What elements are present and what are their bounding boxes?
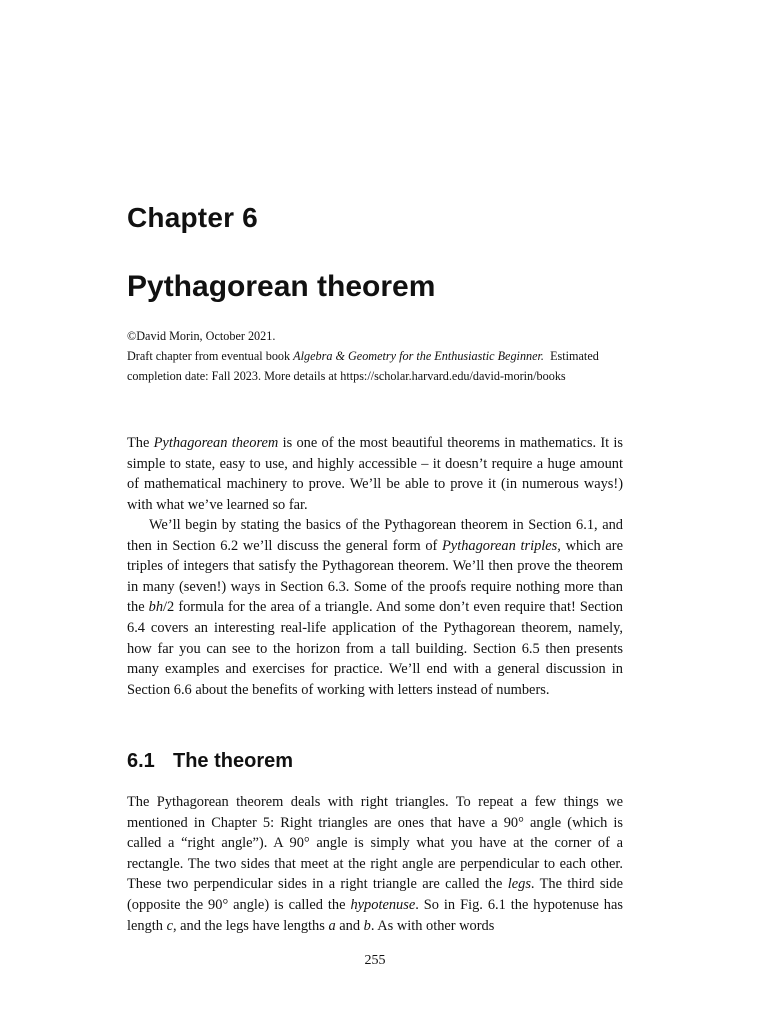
page-number: 255 (364, 953, 386, 968)
text-run: The Pythagorean theorem deals with right triangles. To repeat a few things we mentioned in Chapter 5: Right triangles are ones that have a 90° angle (which is called a “right angle”). A 90° angle is simply what you have at the corner of a rectangle. The two sides that meet at the right angle are perpendicular to each other. These two perpendicular sides in a right triangle are called the (127, 794, 623, 893)
math-variable: a (328, 917, 336, 934)
text-run: is one of the most beautiful theorems in mathematics. It is simple to state, easy to use, and highly accessible – it doesn’t require a huge amount of mathematical machinery to prove. We’ll be able to prove it (in numerous ways!) with what we’ve learned so far. (127, 435, 623, 513)
credits-block (127, 326, 627, 386)
draft-line (127, 346, 627, 366)
intro-paragraph-1 (127, 433, 623, 515)
emphasis-term: Pythagorean theorem (153, 435, 279, 451)
text-run: The (127, 435, 154, 451)
emphasis-term: legs (507, 876, 531, 893)
text-run: and (335, 917, 364, 934)
emphasis-term: Pythagorean triples (442, 537, 558, 554)
emphasis-term: hypotenuse (350, 896, 416, 913)
text-run: . So in Fig. 6.1 the hypotenuse has length (127, 896, 623, 934)
section-title: The theorem (173, 750, 294, 772)
chapter-title: Pythagorean theorem (127, 270, 436, 303)
draft-suffix: Estimated (543, 349, 599, 363)
completion-line: completion date: Fall 2023. More details at https://scholar.harvard.edu/david-morin/books (127, 369, 566, 383)
math-expression: bh (148, 599, 164, 616)
copyright-line: ©David Morin, October 2021. (127, 329, 276, 343)
section-heading (127, 750, 293, 773)
draft-prefix: Draft chapter from eventual book (127, 349, 294, 363)
chapter-label: Chapter 6 (127, 202, 258, 233)
text-run: We’ll begin by stating the basics of the Pythagorean theorem in Section 6.1, and then in Section 6.2 we’ll discuss the general form of (127, 517, 623, 554)
math-variable: c (166, 917, 173, 934)
math-variable: b (363, 917, 371, 934)
text-run: , and the legs have lengths (172, 917, 329, 934)
intro-paragraph-2 (127, 515, 623, 700)
text-run: . As with other words (370, 917, 495, 934)
text-run: . The third side (opposite the 90° angle) is called the (127, 876, 623, 913)
text-run: /2 formula for the area of a triangle. And some don’t even require that! Section 6.4 covers an interesting real-life application of the Pythagorean theorem, namely, how far you can see to the horizon from a tall building. Section 6.5 then presents many examples and exercises for practice. We’ll end with a general discussion in Section 6.6 about the benefits of working with letters instead of numbers. (127, 599, 623, 698)
text-run: , which are triples of integers that satisfy the Pythagorean theorem. We’ll then prove the theorem in many (seven!) ways in Section 6.3. Some of the proofs require nothing more than the (127, 537, 623, 616)
section-number: 6.1 (127, 750, 155, 772)
section-paragraph-1 (127, 792, 623, 936)
book-title: Algebra & Geometry for the Enthusiastic Beginner. (293, 349, 544, 363)
